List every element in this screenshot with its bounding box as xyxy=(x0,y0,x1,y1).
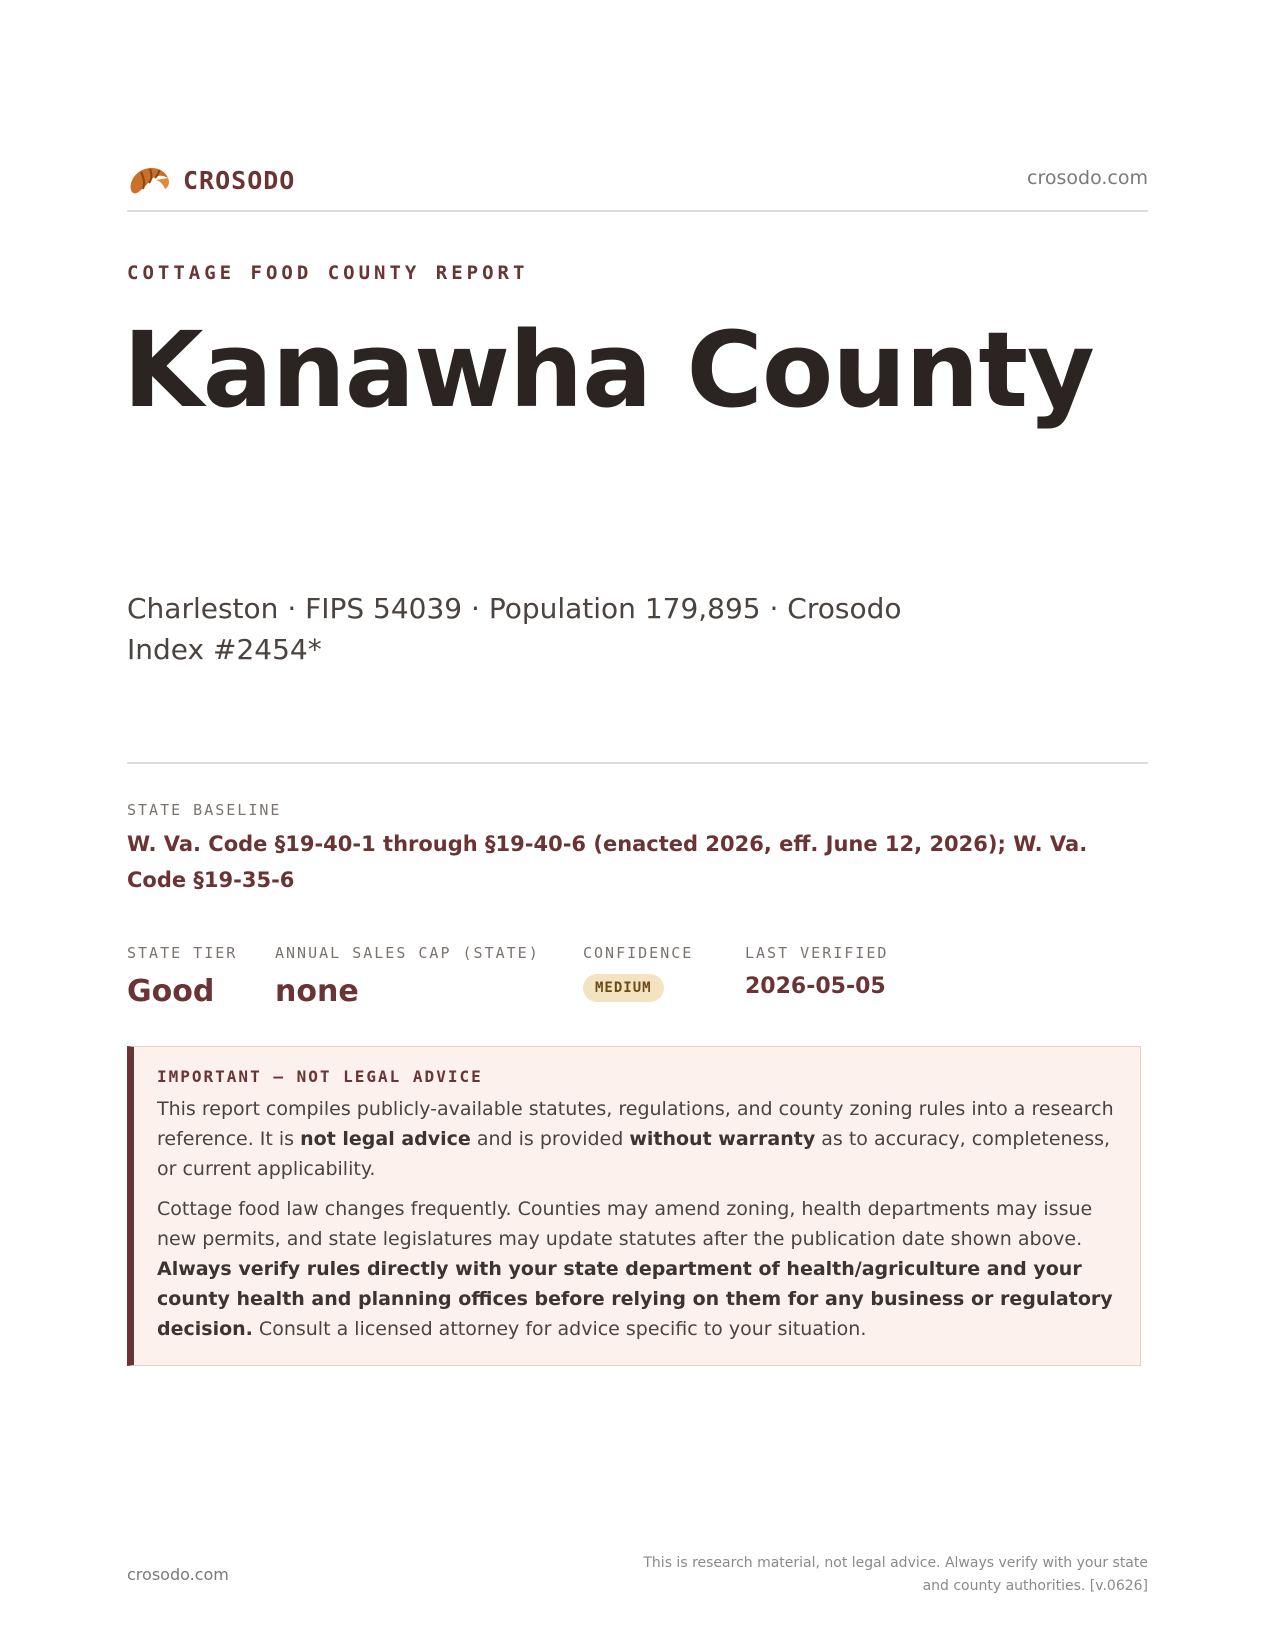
notice-paragraph-2: Cottage food law changes frequently. Counties may amend zoning, health departments may issue new permits, and state legislatures may update statutes after the publication date shown above. Always verify rules directly with your state department of health/agriculture and your county health and planning offices before relying on them for any business or regulatory decision. Consult a licensed attorney for advice specific to your situation. xyxy=(157,1198,1113,1340)
notice-title: IMPORTANT — NOT LEGAL ADVICE xyxy=(157,1067,483,1086)
footer-disclaimer xyxy=(628,1552,1148,1598)
state-tier-label: STATE TIER xyxy=(127,944,238,962)
stat-confidence xyxy=(583,944,693,1002)
stat-state-tier xyxy=(127,944,237,1009)
site-url-link[interactable]: crosodo.com xyxy=(1027,167,1148,189)
baseline-statute: W. Va. Code §19-40-1 through §19-40-6 (enacted 2026, eff. June 12, 2026); W. Va. Code §19-35-6 xyxy=(127,832,1088,892)
page-title: Kanawha County xyxy=(123,309,1094,431)
confidence-label: CONFIDENCE xyxy=(583,944,694,962)
brand-name: CROSODO xyxy=(183,165,296,195)
state-tier-value: Good xyxy=(127,974,215,1009)
report-eyebrow: COTTAGE FOOD COUNTY REPORT xyxy=(127,262,529,284)
brand[interactable] xyxy=(127,160,295,200)
last-verified-label: LAST VERIFIED xyxy=(745,944,889,962)
stat-sales-cap xyxy=(275,944,540,1009)
legal-notice xyxy=(127,1046,1141,1366)
croissant-icon xyxy=(127,160,171,200)
last-verified-value: 2026-05-05 xyxy=(745,974,886,999)
stat-last-verified xyxy=(745,944,888,999)
notice-paragraph-1: This report compiles publicly-available statutes, regulations, and county zoning rules into a research reference. It is not legal advice and is provided without warranty as to accuracy, completeness, or current applicability. xyxy=(157,1098,1114,1180)
page-header xyxy=(127,150,1148,212)
sales-cap-value: none xyxy=(275,974,359,1009)
sales-cap-label: ANNUAL SALES CAP (STATE) xyxy=(275,944,540,962)
report-page xyxy=(123,0,1148,1650)
confidence-badge: MEDIUM xyxy=(583,974,664,1002)
stats-row xyxy=(127,944,1148,1014)
footer-disclaimer-line-2: and county authorities. [v.0626] xyxy=(922,1578,1148,1594)
footer-site-url[interactable]: crosodo.com xyxy=(127,1565,229,1584)
section-divider xyxy=(127,762,1148,764)
footer-disclaimer-line-1: This is research material, not legal advice. Always verify with your state xyxy=(643,1555,1148,1571)
county-meta: Charleston · FIPS 54039 · Population 179,895 · Crosodo Index #2454* xyxy=(127,592,902,666)
baseline-label: STATE BASELINE xyxy=(127,801,282,819)
